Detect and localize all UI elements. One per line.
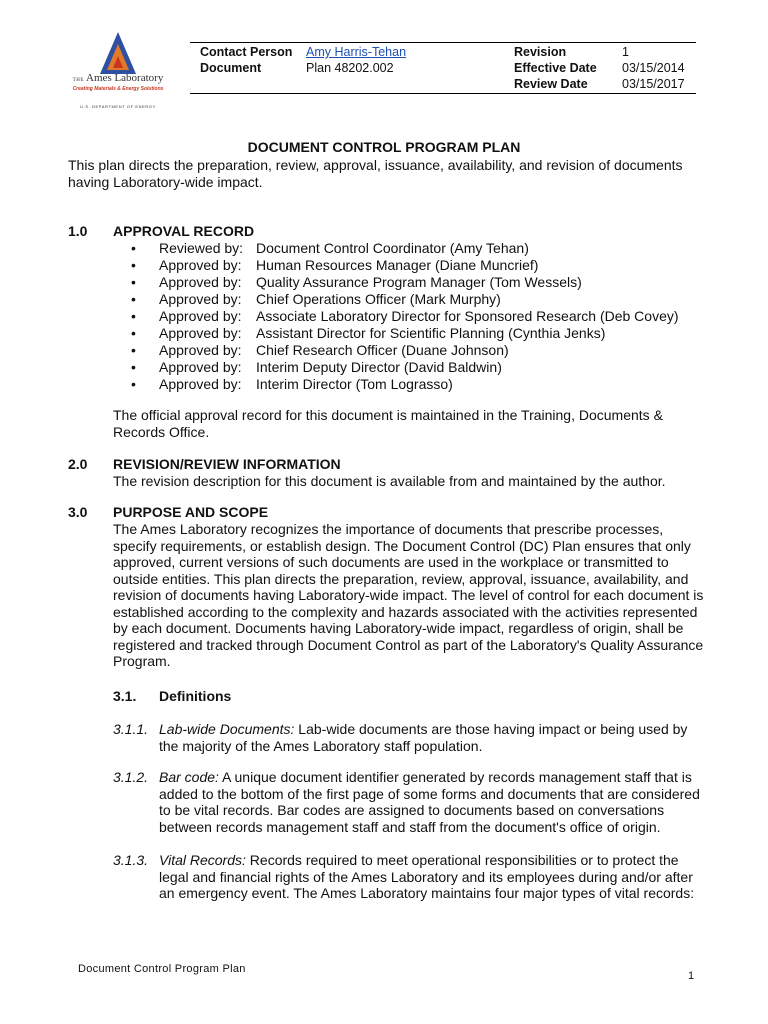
section-3-line: established according to the complexity and hazards associated with the activities represented: [113, 603, 698, 620]
approval-item: [131, 240, 731, 257]
definition-line: to be vital records. Bar codes are assigned to documents based on conversations: [159, 802, 665, 818]
bullet-icon: •: [131, 240, 136, 256]
section-3-line: specify requirements, or establish design. The Document Control (DC) Plan ensures that only: [113, 537, 691, 554]
bullet-icon: •: [131, 342, 136, 358]
approval-item: [131, 359, 731, 376]
bullet-icon: •: [131, 359, 136, 375]
definition-line: legal and financial rights of the Ames Laboratory and its employees during and/or after: [159, 868, 693, 885]
review-date-label: Review Date: [514, 77, 588, 91]
approval-person: Human Resources Manager (Diane Muncrief): [256, 257, 539, 273]
section-3-number: 3.0: [68, 504, 88, 520]
section-3-heading: PURPOSE AND SCOPE: [113, 504, 269, 520]
ames-lab-logo: [62, 30, 174, 120]
approval-item: [131, 376, 731, 393]
bullet-icon: •: [131, 274, 136, 290]
approval-item: [131, 308, 731, 325]
approval-person: Interim Director (Tom Lograsso): [256, 376, 453, 392]
bullet-icon: •: [131, 291, 136, 307]
approval-role: Approved by:: [159, 376, 242, 392]
approval-person: Chief Operations Officer (Mark Murphy): [256, 291, 501, 307]
approval-item: [131, 274, 731, 291]
section-3-line: outside entities. This plan directs the preparation, review, approval, issuance, availability, and: [113, 570, 689, 587]
definition-3-1-3: [159, 852, 694, 902]
effective-date-label: Effective Date: [514, 61, 597, 75]
header-rule-top: [190, 42, 696, 43]
footer-title: Document Control Program Plan: [78, 963, 246, 975]
contact-person-link[interactable]: Amy Harris-Tehan: [306, 45, 407, 59]
intro-line: having Laboratory-wide impact.: [68, 173, 263, 190]
approval-role: Approved by:: [159, 308, 242, 324]
definition-line: the majority of the Ames Laboratory staff population.: [159, 737, 483, 754]
approval-person: Associate Laboratory Director for Sponsored Research (Deb Covey): [256, 308, 679, 324]
section-1-heading: APPROVAL RECORD: [113, 223, 255, 239]
logo-tagline: Creating Materials & Energy Solutions: [72, 86, 164, 92]
bullet-icon: •: [131, 257, 136, 273]
logo-name: Ames Laboratory: [86, 72, 164, 84]
document-title: DOCUMENT CONTROL PROGRAM PLAN: [247, 139, 521, 155]
section-2-text: The revision description for this document is available from and maintained by the author.: [113, 473, 666, 489]
definition-3-1-3-number: 3.1.3.: [113, 852, 149, 868]
section-1-number: 1.0: [68, 223, 88, 239]
definition-term: Vital Records:: [159, 852, 246, 868]
approval-person: Document Control Coordinator (Amy Tehan): [256, 240, 529, 256]
definition-3-1-2-number: 3.1.2.: [113, 769, 149, 785]
definition-line: an emergency event. The Ames Laboratory maintains four major types of vital records:: [159, 885, 695, 901]
section-3-line: The Ames Laboratory recognizes the importance of documents that prescribe processes,: [113, 521, 664, 537]
approval-person: Interim Deputy Director (David Baldwin): [256, 359, 502, 375]
approval-note-line: Records Office.: [113, 423, 210, 440]
approval-role: Reviewed by:: [159, 240, 244, 256]
definition-line: added to the bottom of the first page of some forms and documents that are considered: [159, 785, 700, 802]
header-rule-bottom: [190, 93, 696, 94]
section-3-line: by each document. Documents having Laboratory-wide impact, regardless of origin, shall be: [113, 620, 684, 636]
section-2-heading: REVISION/REVIEW INFORMATION: [113, 456, 341, 472]
logo-doe: U.S. DEPARTMENT OF ENERGY: [80, 104, 156, 109]
section-3-line: registered and tracked through Document Control as part of the Laboratory's Quality Assurance: [113, 636, 704, 653]
document-value: Plan 48202.002: [306, 61, 394, 75]
definition-line: between records management staff and staff from the document's office of origin.: [159, 818, 661, 835]
definition-term: Lab-wide Documents:: [159, 721, 295, 737]
section-3-1-number: 3.1.: [113, 688, 137, 704]
document-label: Document: [200, 61, 262, 75]
section-3-paragraph: [113, 521, 703, 670]
intro-line: This plan directs the preparation, review, approval, issuance, availability, and revision of documents: [68, 157, 683, 173]
definition-text: Lab-wide documents are those having impact or being used by: [294, 721, 688, 737]
bullet-icon: •: [131, 308, 136, 324]
section-3-line: revision of documents having Laboratory-wide impact. The level of control for each document is: [113, 587, 704, 603]
approval-person: Quality Assurance Program Manager (Tom Wessels): [256, 274, 582, 290]
approval-list: [131, 240, 731, 392]
approval-role: Approved by:: [159, 325, 242, 341]
logo-lab-name: [62, 72, 174, 84]
section-3-1-heading: Definitions: [159, 688, 232, 704]
page-number: 1: [688, 970, 695, 982]
contact-person-label: Contact Person: [200, 45, 293, 59]
approval-note-line: The official approval record for this document is maintained in the Training, Documents &: [113, 407, 663, 423]
review-date-value: 03/15/2017: [622, 77, 685, 91]
section-2-number: 2.0: [68, 456, 88, 472]
intro-paragraph: [68, 157, 683, 190]
approval-note: [113, 407, 663, 440]
approval-role: Approved by:: [159, 342, 242, 358]
revision-value: 1: [622, 45, 629, 59]
approval-role: Approved by:: [159, 291, 242, 307]
approval-role: Approved by:: [159, 274, 242, 290]
definition-3-1-1: [159, 721, 687, 754]
approval-item: [131, 257, 731, 274]
approval-person: Chief Research Officer (Duane Johnson): [256, 342, 509, 358]
approval-role: Approved by:: [159, 359, 242, 375]
section-3-line: approved, current versions of such documents are used in the workplace or transmitted to: [113, 554, 669, 570]
approval-person: Assistant Director for Scientific Planning (Cynthia Jenks): [256, 325, 606, 341]
ames-logo-a-icon: [62, 30, 174, 74]
definition-3-1-1-number: 3.1.1.: [113, 721, 149, 737]
effective-date-value: 03/15/2014: [622, 61, 685, 75]
bullet-icon: •: [131, 325, 136, 341]
definition-3-1-2: [159, 769, 700, 835]
approval-item: [131, 325, 731, 342]
approval-item: [131, 291, 731, 308]
revision-label: Revision: [514, 45, 567, 59]
definition-text: A unique document identifier generated by records management staff that is: [218, 769, 692, 785]
approval-item: [131, 342, 731, 359]
bullet-icon: •: [131, 376, 136, 392]
section-3-line: Program.: [113, 653, 171, 669]
logo-the: THE: [72, 78, 84, 83]
definition-text: Records required to meet operational responsibilities or to protect the: [245, 852, 679, 868]
definition-term: Bar code:: [159, 769, 219, 785]
approval-role: Approved by:: [159, 257, 242, 273]
